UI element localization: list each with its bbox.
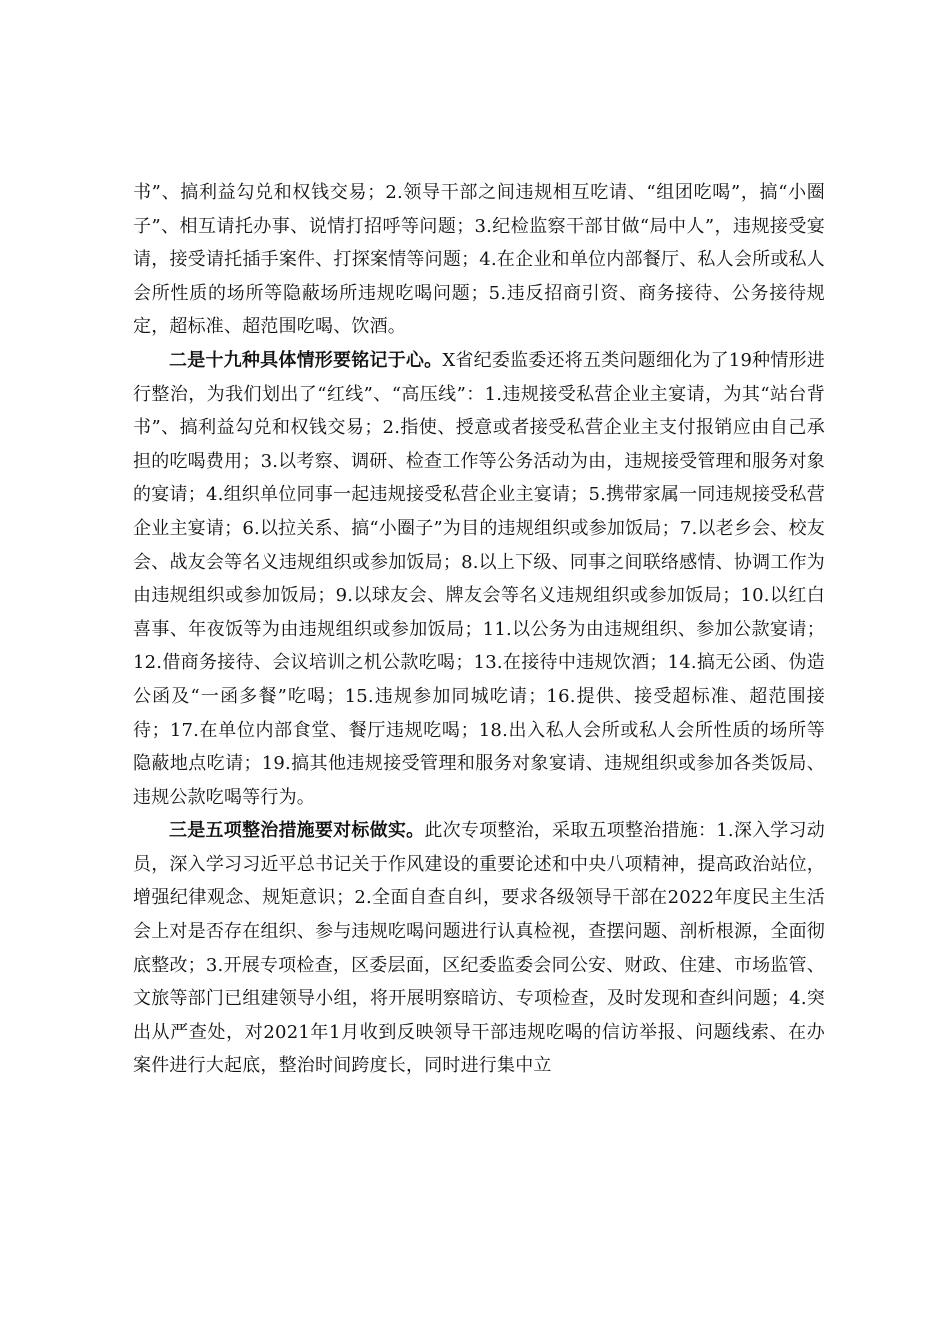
paragraph-2-text: X省纪委监委还将五类问题细化为了19种情形进行整治，为我们划出了“红线”、“高压线”：1.违规接受私营企业主宴请，为其“站台背书”、搞利益勾兑和权钱交易；2.指使、授意或者接受私营企业主支付报销应由自己承担的吃喝费用；3.以考察、调研、检查工作等公务活动为由，违规接受管理和服务对象的宴请；4.组织单位同事一起违规接受私营企业主宴请；5.携带家属一同违规接受私营企业主宴请；6.以拉关系、搞“小圈子”为目的违规组织或参加饭局；7.以老乡会、校友会、战友会等名义违规组织或参加饭局；8.以上下级、同事之间联络感情、协调工作为由违规组织或参加饭局；9.以球友会、牌友会等名义违规组织或参加饭局；10.以红白喜事、年夜饭等为由违规组织或参加饭局；11.以公务为由违规组织、参加公款宴请；12.借商务接待、会议培训之机公款吃喝；13.在接待中违规饮酒；14.搞无公函、伪造公函及“一函多餐”吃喝；15.违规参加同城吃请；16.提供、接受超标准、超范围接待；17.在单位内部食堂、餐厅违规吃喝；18.出入私人会所或私人会所性质的场所等隐蔽地点吃请；19.搞其他违规接受管理和服务对象宴请、违规组织或参加各类饭局、违规公款吃喝等行为。 xyxy=(133,349,825,808)
paragraph-1 xyxy=(133,176,825,344)
document-body xyxy=(133,176,825,1083)
paragraph-2 xyxy=(133,344,825,814)
paragraph-3-heading: 三是五项整治措施要对标做实。 xyxy=(169,820,425,842)
paragraph-3-text: 此次专项整治，采取五项整治措施：1.深入学习动员，深入学习习近平总书记关于作风建设的重要论述和中央八项精神，提高政治站位，增强纪律观念、规矩意识；2.全面自查自纠，要求各级领导干部在2022年度民主生活会上对是否存在组织、参与违规吃喝问题进行认真检视，查摆问题、剖析根源，全面彻底整改；3.开展专项检查，区委层面，区纪委监委会同公安、财政、住建、市场监管、文旅等部门已组建领导小组，将开展明察暗访、专项检查，及时发现和查纠问题；4.突出从严查处，对2021年1月收到反映领导干部违规吃喝的信访举报、问题线索、在办案件进行大起底，整治时间跨度长，同时进行集中立 xyxy=(133,820,825,1077)
paragraph-3 xyxy=(133,814,825,1083)
paragraph-2-heading: 二是十九种具体情形要铭记于心。 xyxy=(169,349,443,371)
paragraph-1-text: 书”、搞利益勾兑和权钱交易；2.领导干部之间违规相互吃请、“组团吃喝”，搞“小圈子”、相互请托办事、说情打招呼等问题；3.纪检监察干部甘做“局中人”，违规接受宴请，接受请托插手案件、打探案情等问题；4.在企业和单位内部餐厅、私人会所或私人会所性质的场所等隐蔽场所违规吃喝问题；5.违反招商引资、商务接待、公务接待规定，超标准、超范围吃喝、饮酒。 xyxy=(133,182,825,338)
